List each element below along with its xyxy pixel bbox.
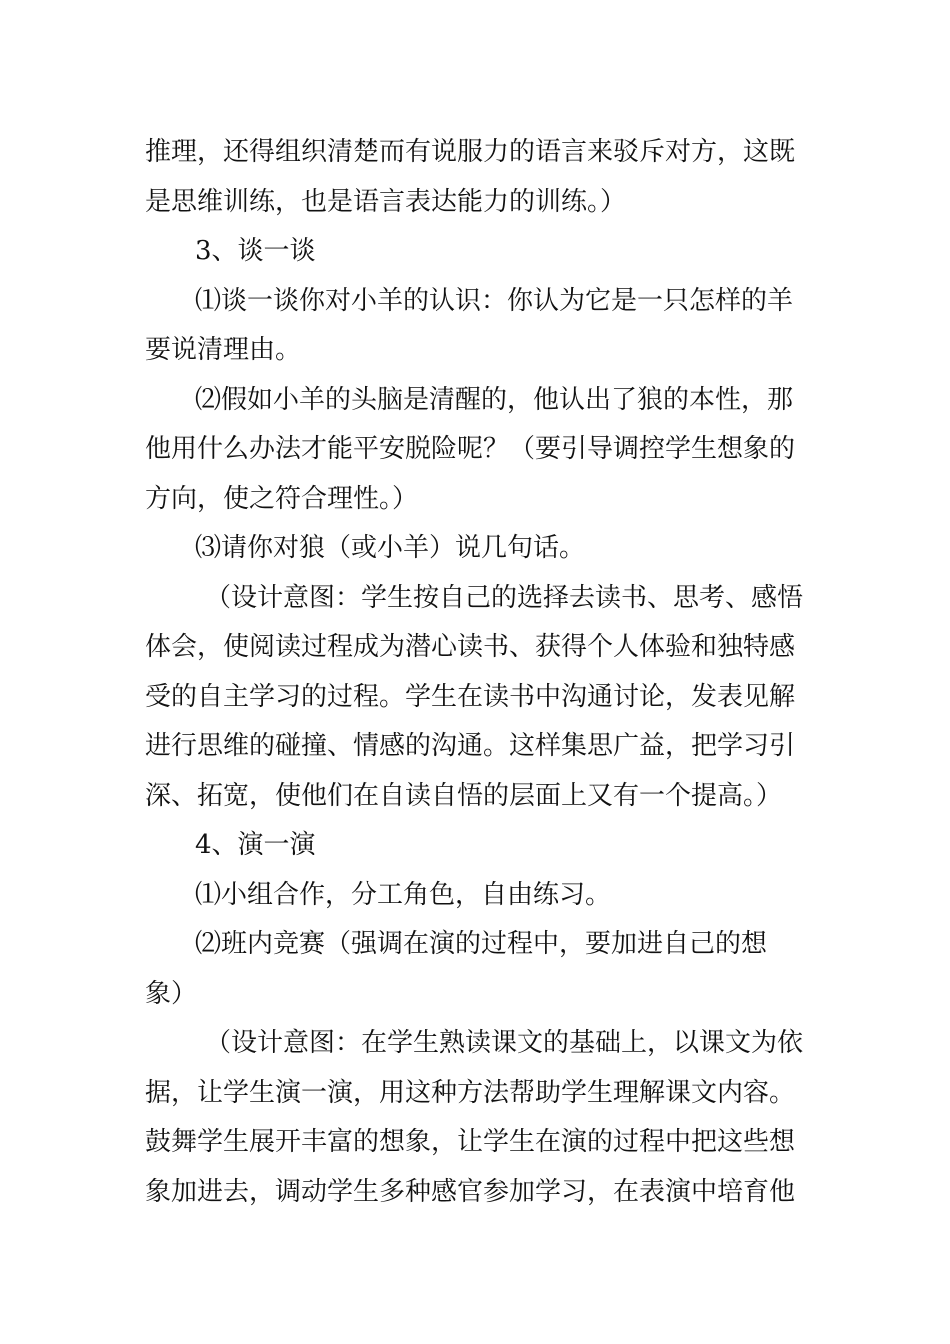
list-item: ⑶请你对狼（或小羊）说几句话。	[195, 533, 586, 563]
text-line: 推理，还得组织清楚而有说服力的语言来驳斥对方，这既	[145, 137, 796, 167]
text-line: 他用什么办法才能平安脱险呢？（要引导调控学生想象的	[145, 434, 796, 464]
list-item: ⑵班内竞赛（强调在演的过程中，要加进自己的想	[195, 929, 768, 959]
document-body	[145, 128, 810, 1217]
text-line: 方向，使之符合理性。）	[145, 483, 419, 514]
text-line: 体会，使阅读过程成为潜心读书、获得个人体验和独特感	[145, 632, 796, 662]
list-item: ⑵假如小羊的头脑是清醒的，他认出了狼的本性，那	[195, 384, 794, 415]
text-line: 据，让学生演一演，用这种方法帮助学生理解课文内容。	[145, 1077, 796, 1108]
text-line: 进行思维的碰撞、情感的沟通。这样集思广益，把学习引	[145, 731, 796, 761]
text-line: 是思维训练，也是语言表达能力的训练。）	[145, 186, 627, 217]
text-line: 鼓舞学生展开丰富的想象，让学生在演的过程中把这些想	[145, 1127, 796, 1157]
design-intent-note: （设计意图：在学生熟读课文的基础上，以课文为依	[205, 1028, 804, 1058]
text-line: 要说清理由。	[145, 335, 302, 365]
list-item: ⑴小组合作，分工角色，自由练习。	[195, 879, 612, 910]
design-intent-note: （设计意图：学生按自己的选择去读书、思考、感悟	[205, 582, 804, 613]
text-line: 受的自主学习的过程。学生在读书中沟通讨论，发表见解	[145, 681, 796, 712]
text-line: 深、拓宽，使他们在自读自悟的层面上又有一个提高。）	[145, 780, 783, 811]
list-item: ⑴谈一谈你对小羊的认识：你认为它是一只怎样的羊	[195, 285, 794, 316]
text-line: 象加进去，调动学生多种感官参加学习，在表演中培育他	[145, 1176, 796, 1207]
section-heading: 3、谈一谈	[195, 236, 316, 266]
section-heading: 4、演一演	[195, 830, 316, 860]
text-line: 象）	[145, 978, 198, 1009]
